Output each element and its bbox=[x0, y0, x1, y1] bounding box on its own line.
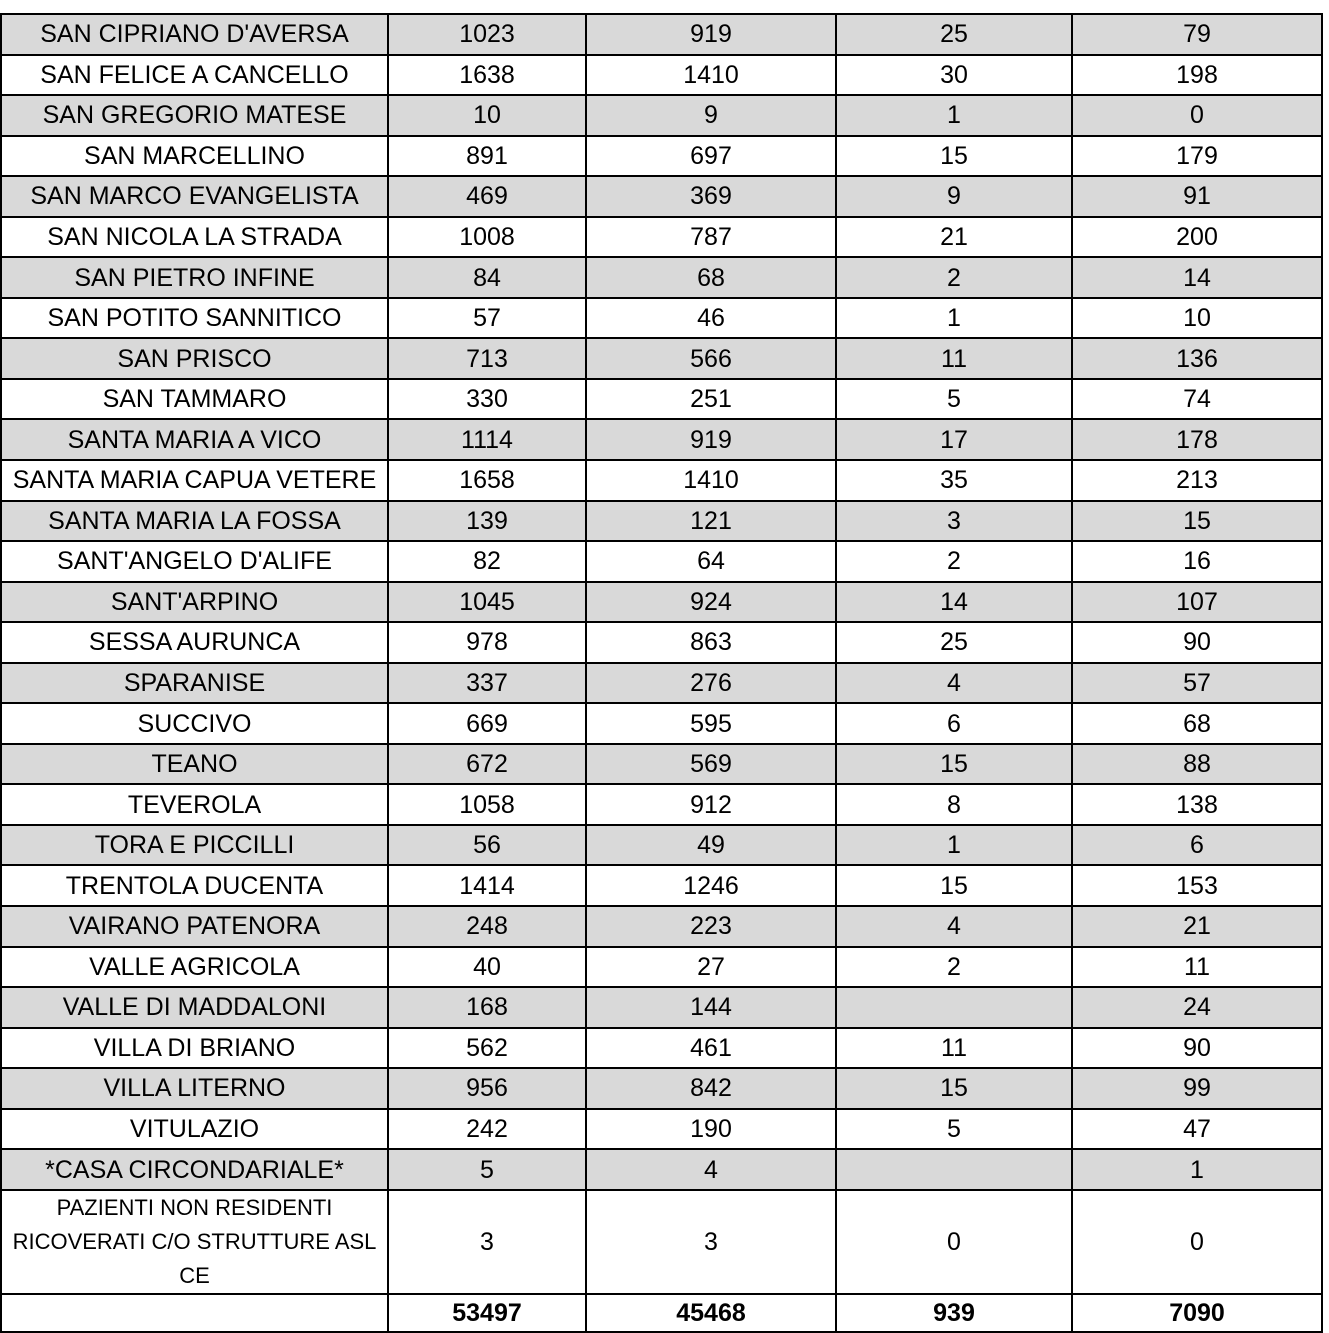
row-value-cell: 978 bbox=[388, 622, 586, 663]
row-value-cell: 3 bbox=[388, 1190, 586, 1294]
table-row bbox=[1, 55, 1322, 96]
row-name-cell: SAN PRISCO bbox=[1, 338, 388, 379]
row-value-cell: 1045 bbox=[388, 582, 586, 623]
row-value-cell: 139 bbox=[388, 501, 586, 542]
row-value-cell: 14 bbox=[836, 582, 1072, 623]
table-row bbox=[1, 298, 1322, 339]
table-row bbox=[1, 95, 1322, 136]
row-value-cell: 17 bbox=[836, 419, 1072, 460]
row-value-cell: 1008 bbox=[388, 217, 586, 258]
table-row bbox=[1, 582, 1322, 623]
row-value-cell: 787 bbox=[586, 217, 836, 258]
table-row bbox=[1, 784, 1322, 825]
row-value-cell: 1638 bbox=[388, 55, 586, 96]
row-value-cell: 79 bbox=[1072, 14, 1322, 55]
table-row bbox=[1, 541, 1322, 582]
table-row bbox=[1, 987, 1322, 1028]
row-value-cell: 10 bbox=[388, 95, 586, 136]
row-value-cell: 47 bbox=[1072, 1109, 1322, 1150]
row-value-cell: 49 bbox=[586, 825, 836, 866]
table-row bbox=[1, 419, 1322, 460]
row-value-cell: 136 bbox=[1072, 338, 1322, 379]
row-value-cell: 669 bbox=[388, 703, 586, 744]
table-row bbox=[1, 14, 1322, 55]
row-value-cell: 1023 bbox=[388, 14, 586, 55]
totals-value-cell: 53497 bbox=[388, 1294, 586, 1332]
table-row-totals bbox=[1, 1294, 1322, 1332]
table-row bbox=[1, 1149, 1322, 1190]
row-value-cell: 1414 bbox=[388, 865, 586, 906]
row-value-cell: 15 bbox=[1072, 501, 1322, 542]
row-value-cell: 56 bbox=[388, 825, 586, 866]
row-value-cell: 91 bbox=[1072, 176, 1322, 217]
row-value-cell: 919 bbox=[586, 419, 836, 460]
row-value-cell: 15 bbox=[836, 136, 1072, 177]
row-value-cell: 74 bbox=[1072, 379, 1322, 420]
row-value-cell: 190 bbox=[586, 1109, 836, 1150]
row-value-cell: 121 bbox=[586, 501, 836, 542]
row-value-cell: 15 bbox=[836, 865, 1072, 906]
row-value-cell: 713 bbox=[388, 338, 586, 379]
row-name-cell: SAN FELICE A CANCELLO bbox=[1, 55, 388, 96]
row-value-cell: 68 bbox=[586, 257, 836, 298]
row-value-cell: 919 bbox=[586, 14, 836, 55]
row-value-cell: 1058 bbox=[388, 784, 586, 825]
row-value-cell: 198 bbox=[1072, 55, 1322, 96]
row-name-cell: VAIRANO PATENORA bbox=[1, 906, 388, 947]
row-value-cell: 46 bbox=[586, 298, 836, 339]
row-name-cell: VITULAZIO bbox=[1, 1109, 388, 1150]
row-value-cell: 461 bbox=[586, 1028, 836, 1069]
row-value-cell: 5 bbox=[836, 1109, 1072, 1150]
table-row bbox=[1, 460, 1322, 501]
row-value-cell: 168 bbox=[388, 987, 586, 1028]
row-value-cell: 0 bbox=[1072, 1190, 1322, 1294]
row-value-cell: 15 bbox=[836, 1068, 1072, 1109]
row-value-cell: 21 bbox=[1072, 906, 1322, 947]
row-value-cell: 8 bbox=[836, 784, 1072, 825]
row-value-cell: 330 bbox=[388, 379, 586, 420]
row-name-cell: SAN GREGORIO MATESE bbox=[1, 95, 388, 136]
totals-value-cell: 939 bbox=[836, 1294, 1072, 1332]
row-value-cell: 6 bbox=[836, 703, 1072, 744]
row-name-cell: *CASA CIRCONDARIALE* bbox=[1, 1149, 388, 1190]
row-value-cell: 3 bbox=[836, 501, 1072, 542]
table-row bbox=[1, 379, 1322, 420]
row-value-cell: 179 bbox=[1072, 136, 1322, 177]
row-value-cell: 2 bbox=[836, 947, 1072, 988]
row-name-cell: SAN CIPRIANO D'AVERSA bbox=[1, 14, 388, 55]
row-value-cell: 251 bbox=[586, 379, 836, 420]
row-name-cell: VALLE AGRICOLA bbox=[1, 947, 388, 988]
row-value-cell: 88 bbox=[1072, 744, 1322, 785]
row-value-cell: 842 bbox=[586, 1068, 836, 1109]
table-row bbox=[1, 865, 1322, 906]
row-name-cell: VILLA LITERNO bbox=[1, 1068, 388, 1109]
row-name-cell: SANTA MARIA A VICO bbox=[1, 419, 388, 460]
row-value-cell: 912 bbox=[586, 784, 836, 825]
row-value-cell: 6 bbox=[1072, 825, 1322, 866]
row-value-cell: 3 bbox=[586, 1190, 836, 1294]
row-value-cell: 24 bbox=[1072, 987, 1322, 1028]
row-value-cell: 5 bbox=[388, 1149, 586, 1190]
row-value-cell: 84 bbox=[388, 257, 586, 298]
row-value-cell: 0 bbox=[1072, 95, 1322, 136]
row-value-cell: 924 bbox=[586, 582, 836, 623]
row-value-cell: 891 bbox=[388, 136, 586, 177]
table-row bbox=[1, 176, 1322, 217]
row-value-cell: 595 bbox=[586, 703, 836, 744]
row-value-cell: 0 bbox=[836, 1190, 1072, 1294]
table-row bbox=[1, 217, 1322, 258]
totals-value-cell: 45468 bbox=[586, 1294, 836, 1332]
row-value-cell: 11 bbox=[1072, 947, 1322, 988]
row-value-cell: 566 bbox=[586, 338, 836, 379]
table-row bbox=[1, 1028, 1322, 1069]
row-value-cell: 956 bbox=[388, 1068, 586, 1109]
row-value-cell: 1410 bbox=[586, 55, 836, 96]
row-value-cell: 16 bbox=[1072, 541, 1322, 582]
row-name-cell: SESSA AURUNCA bbox=[1, 622, 388, 663]
row-value-cell: 337 bbox=[388, 663, 586, 704]
row-name-cell: SAN MARCO EVANGELISTA bbox=[1, 176, 388, 217]
row-value-cell: 5 bbox=[836, 379, 1072, 420]
row-value-cell: 1246 bbox=[586, 865, 836, 906]
row-value-cell: 14 bbox=[1072, 257, 1322, 298]
row-value-cell: 9 bbox=[586, 95, 836, 136]
row-name-cell: TORA E PICCILLI bbox=[1, 825, 388, 866]
row-value-cell: 1 bbox=[836, 95, 1072, 136]
municipality-data-table bbox=[0, 13, 1323, 1333]
row-value-cell: 15 bbox=[836, 744, 1072, 785]
row-value-cell: 178 bbox=[1072, 419, 1322, 460]
row-value-cell: 4 bbox=[836, 663, 1072, 704]
row-name-cell: PAZIENTI NON RESIDENTI RICOVERATI C/O STRUTTURE ASL CE bbox=[1, 1190, 388, 1294]
row-value-cell: 562 bbox=[388, 1028, 586, 1069]
row-value-cell: 248 bbox=[388, 906, 586, 947]
row-value-cell: 99 bbox=[1072, 1068, 1322, 1109]
row-value-cell: 223 bbox=[586, 906, 836, 947]
row-value-cell: 90 bbox=[1072, 1028, 1322, 1069]
row-value-cell: 213 bbox=[1072, 460, 1322, 501]
row-name-cell: SPARANISE bbox=[1, 663, 388, 704]
table-row bbox=[1, 1068, 1322, 1109]
row-value-cell: 469 bbox=[388, 176, 586, 217]
table-body bbox=[1, 14, 1322, 1332]
row-name-cell: SAN TAMMARO bbox=[1, 379, 388, 420]
row-value-cell: 11 bbox=[836, 1028, 1072, 1069]
table-row bbox=[1, 338, 1322, 379]
row-value-cell: 4 bbox=[836, 906, 1072, 947]
row-value-cell: 697 bbox=[586, 136, 836, 177]
totals-value-cell: 7090 bbox=[1072, 1294, 1322, 1332]
row-name-cell: SAN PIETRO INFINE bbox=[1, 257, 388, 298]
row-value-cell: 1410 bbox=[586, 460, 836, 501]
table-row bbox=[1, 136, 1322, 177]
row-value-cell: 1 bbox=[836, 298, 1072, 339]
row-value-cell: 200 bbox=[1072, 217, 1322, 258]
row-value-cell: 1658 bbox=[388, 460, 586, 501]
row-value-cell bbox=[836, 987, 1072, 1028]
row-value-cell: 35 bbox=[836, 460, 1072, 501]
row-name-cell: VILLA DI BRIANO bbox=[1, 1028, 388, 1069]
table-row bbox=[1, 257, 1322, 298]
row-value-cell: 569 bbox=[586, 744, 836, 785]
row-value-cell: 1 bbox=[836, 825, 1072, 866]
row-name-cell: TEANO bbox=[1, 744, 388, 785]
row-name-cell: SANT'ANGELO D'ALIFE bbox=[1, 541, 388, 582]
row-value-cell: 10 bbox=[1072, 298, 1322, 339]
row-value-cell: 57 bbox=[388, 298, 586, 339]
table-row bbox=[1, 744, 1322, 785]
row-value-cell: 68 bbox=[1072, 703, 1322, 744]
row-value-cell: 57 bbox=[1072, 663, 1322, 704]
row-value-cell: 25 bbox=[836, 14, 1072, 55]
table-row bbox=[1, 703, 1322, 744]
row-value-cell bbox=[836, 1149, 1072, 1190]
row-name-cell: SAN POTITO SANNITICO bbox=[1, 298, 388, 339]
row-value-cell: 11 bbox=[836, 338, 1072, 379]
row-name-cell: TEVEROLA bbox=[1, 784, 388, 825]
totals-label-cell bbox=[1, 1294, 388, 1332]
row-value-cell: 138 bbox=[1072, 784, 1322, 825]
row-value-cell: 25 bbox=[836, 622, 1072, 663]
row-value-cell: 276 bbox=[586, 663, 836, 704]
table-row bbox=[1, 622, 1322, 663]
row-value-cell: 30 bbox=[836, 55, 1072, 96]
row-value-cell: 144 bbox=[586, 987, 836, 1028]
table-row bbox=[1, 501, 1322, 542]
row-value-cell: 2 bbox=[836, 541, 1072, 582]
row-value-cell: 863 bbox=[586, 622, 836, 663]
row-value-cell: 672 bbox=[388, 744, 586, 785]
row-value-cell: 153 bbox=[1072, 865, 1322, 906]
row-name-cell: SAN NICOLA LA STRADA bbox=[1, 217, 388, 258]
row-value-cell: 27 bbox=[586, 947, 836, 988]
row-value-cell: 9 bbox=[836, 176, 1072, 217]
row-value-cell: 369 bbox=[586, 176, 836, 217]
row-name-cell: SAN MARCELLINO bbox=[1, 136, 388, 177]
table-row bbox=[1, 1109, 1322, 1150]
table-row bbox=[1, 663, 1322, 704]
row-value-cell: 82 bbox=[388, 541, 586, 582]
row-value-cell: 90 bbox=[1072, 622, 1322, 663]
row-name-cell: SUCCIVO bbox=[1, 703, 388, 744]
table-row-non-residents bbox=[1, 1190, 1322, 1294]
row-value-cell: 2 bbox=[836, 257, 1072, 298]
row-name-cell: VALLE DI MADDALONI bbox=[1, 987, 388, 1028]
row-value-cell: 21 bbox=[836, 217, 1072, 258]
row-name-cell: SANTA MARIA CAPUA VETERE bbox=[1, 460, 388, 501]
row-value-cell: 4 bbox=[586, 1149, 836, 1190]
row-value-cell: 64 bbox=[586, 541, 836, 582]
table-row bbox=[1, 825, 1322, 866]
row-value-cell: 40 bbox=[388, 947, 586, 988]
table-row bbox=[1, 906, 1322, 947]
row-name-cell: SANTA MARIA LA FOSSA bbox=[1, 501, 388, 542]
row-value-cell: 242 bbox=[388, 1109, 586, 1150]
row-value-cell: 1114 bbox=[388, 419, 586, 460]
row-name-cell: TRENTOLA DUCENTA bbox=[1, 865, 388, 906]
row-value-cell: 1 bbox=[1072, 1149, 1322, 1190]
row-value-cell: 107 bbox=[1072, 582, 1322, 623]
table-row bbox=[1, 947, 1322, 988]
row-name-cell: SANT'ARPINO bbox=[1, 582, 388, 623]
